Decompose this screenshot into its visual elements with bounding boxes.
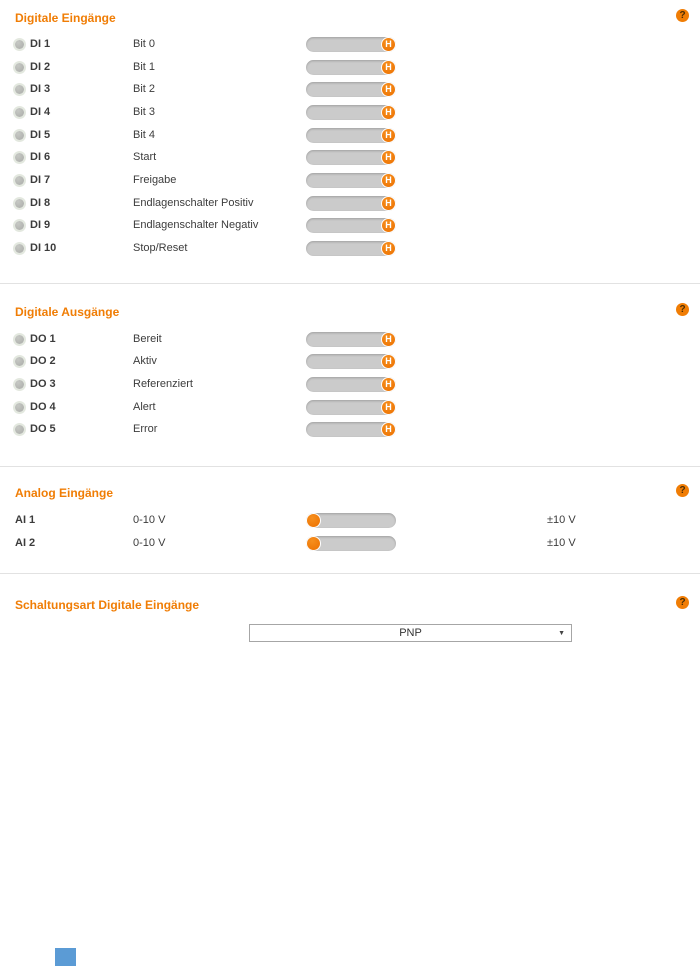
- channel-name: DI 2: [30, 61, 51, 73]
- di-row: [0, 192, 700, 215]
- status-led-icon: [15, 403, 24, 412]
- channel-name: DO 3: [30, 378, 56, 390]
- channel-function: Error: [133, 423, 158, 435]
- status-led-icon: [15, 425, 24, 434]
- h-toggle-switch[interactable]: [306, 37, 396, 52]
- channel-range: 0-10 V: [133, 514, 166, 526]
- di-row: [0, 78, 700, 101]
- status-led-icon: [15, 40, 24, 49]
- wiring-title: Schaltungsart Digitale Eingänge: [15, 598, 200, 612]
- di-row: [0, 33, 700, 56]
- section-divider: [0, 573, 700, 574]
- help-icon[interactable]: ?: [676, 596, 689, 609]
- channel-function: Stop/Reset: [133, 242, 188, 254]
- channel-name: DO 4: [30, 401, 56, 413]
- h-toggle-switch[interactable]: [306, 241, 396, 256]
- channel-function: Endlagenschalter Positiv: [133, 197, 254, 209]
- channel-function: Bit 1: [133, 61, 156, 73]
- channel-function: Start: [133, 151, 157, 163]
- status-led-icon: [15, 380, 24, 389]
- h-toggle-handle[interactable]: H: [381, 173, 396, 188]
- status-led-icon: [15, 131, 24, 140]
- channel-name: DO 2: [30, 355, 56, 367]
- do-row: [0, 350, 700, 373]
- h-toggle-switch[interactable]: [306, 128, 396, 143]
- analog-range-slider[interactable]: [306, 513, 396, 528]
- status-led-icon: [15, 108, 24, 117]
- help-icon[interactable]: ?: [676, 303, 689, 316]
- channel-name: DI 1: [30, 38, 51, 50]
- h-toggle-switch[interactable]: [306, 60, 396, 75]
- range-right-label: ±10 V: [547, 537, 576, 549]
- channel-name: DI 9: [30, 219, 51, 231]
- h-toggle-handle[interactable]: H: [381, 82, 396, 97]
- channel-name: DI 3: [30, 83, 51, 95]
- wiring-type-dropdown[interactable]: [249, 624, 572, 642]
- channel-function: Freigabe: [133, 174, 177, 186]
- help-icon[interactable]: ?: [676, 484, 689, 497]
- channel-function: Aktiv: [133, 355, 157, 367]
- channel-range: 0-10 V: [133, 537, 166, 549]
- channel-name: DI 6: [30, 151, 51, 163]
- h-toggle-switch[interactable]: [306, 105, 396, 120]
- channel-name: AI 1: [15, 514, 36, 526]
- status-led-icon: [15, 85, 24, 94]
- channel-name: DI 7: [30, 174, 51, 186]
- h-toggle-switch[interactable]: [306, 218, 396, 233]
- status-led-icon: [15, 357, 24, 366]
- h-toggle-switch[interactable]: [306, 173, 396, 188]
- wiring-type-value: PNP: [399, 627, 422, 639]
- channel-function: Alert: [133, 401, 156, 413]
- h-toggle-handle[interactable]: H: [381, 218, 396, 233]
- do-row: [0, 328, 700, 351]
- h-toggle-switch[interactable]: [306, 196, 396, 211]
- status-led-icon: [15, 199, 24, 208]
- status-led-icon: [15, 63, 24, 72]
- status-led-icon: [15, 221, 24, 230]
- range-right-label: ±10 V: [547, 514, 576, 526]
- channel-name: DO 5: [30, 423, 56, 435]
- channel-function: Bit 0: [133, 38, 156, 50]
- channel-function: Bit 3: [133, 106, 156, 118]
- h-toggle-handle[interactable]: H: [381, 128, 396, 143]
- di-row: [0, 101, 700, 124]
- channel-name: DI 8: [30, 197, 51, 209]
- h-toggle-switch[interactable]: [306, 400, 396, 415]
- di-row: [0, 56, 700, 79]
- analog-slider-knob[interactable]: [306, 513, 321, 528]
- channel-function: Bereit: [133, 333, 162, 345]
- h-toggle-handle[interactable]: H: [381, 37, 396, 52]
- h-toggle-handle[interactable]: H: [381, 377, 396, 392]
- ai-row: [0, 532, 700, 555]
- h-toggle-switch[interactable]: [306, 150, 396, 165]
- h-toggle-switch[interactable]: [306, 82, 396, 97]
- channel-name: DI 10: [30, 242, 57, 254]
- section-divider: [0, 283, 700, 284]
- chevron-down-icon: ▼: [558, 630, 565, 637]
- channel-function: Endlagenschalter Negativ: [133, 219, 259, 231]
- h-toggle-handle[interactable]: H: [381, 60, 396, 75]
- h-toggle-handle[interactable]: H: [381, 332, 396, 347]
- do-row: [0, 373, 700, 396]
- channel-name: DI 4: [30, 106, 51, 118]
- channel-name: AI 2: [15, 537, 36, 549]
- h-toggle-switch[interactable]: [306, 354, 396, 369]
- digital-outputs-title: Digitale Ausgänge: [15, 305, 120, 319]
- analog-inputs-title: Analog Eingänge: [15, 486, 114, 500]
- do-row: [0, 418, 700, 441]
- status-led-icon: [15, 153, 24, 162]
- bottom-left-blue-fragment: [55, 948, 76, 966]
- ai-row: [0, 509, 700, 532]
- analog-range-slider[interactable]: [306, 536, 396, 551]
- h-toggle-handle[interactable]: H: [381, 105, 396, 120]
- digital-inputs-title: Digitale Eingänge: [15, 11, 116, 25]
- do-row: [0, 396, 700, 419]
- h-toggle-handle[interactable]: H: [381, 354, 396, 369]
- section-divider: [0, 466, 700, 467]
- h-toggle-handle[interactable]: H: [381, 196, 396, 211]
- di-row: [0, 214, 700, 237]
- channel-name: DO 1: [30, 333, 56, 345]
- h-toggle-handle[interactable]: H: [381, 241, 396, 256]
- h-toggle-switch[interactable]: [306, 422, 396, 437]
- analog-slider-knob[interactable]: [306, 536, 321, 551]
- status-led-icon: [15, 335, 24, 344]
- di-row: [0, 124, 700, 147]
- channel-function: Referenziert: [133, 378, 193, 390]
- h-toggle-switch[interactable]: [306, 332, 396, 347]
- channel-function: Bit 4: [133, 129, 156, 141]
- h-toggle-handle[interactable]: H: [381, 150, 396, 165]
- di-row: [0, 169, 700, 192]
- status-led-icon: [15, 176, 24, 185]
- channel-function: Bit 2: [133, 83, 156, 95]
- di-row: [0, 146, 700, 169]
- channel-name: DI 5: [30, 129, 51, 141]
- status-led-icon: [15, 244, 24, 253]
- h-toggle-switch[interactable]: [306, 377, 396, 392]
- help-icon[interactable]: ?: [676, 9, 689, 22]
- di-row: [0, 237, 700, 260]
- h-toggle-handle[interactable]: H: [381, 422, 396, 437]
- h-toggle-handle[interactable]: H: [381, 400, 396, 415]
